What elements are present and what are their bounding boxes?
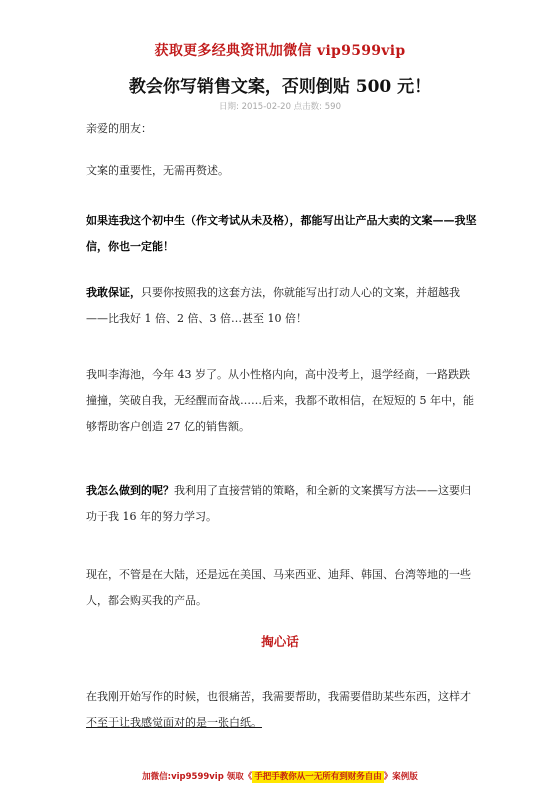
guarantee-paragraph	[86, 280, 478, 332]
closing-text: 在我刚开始写作的时候，也很痛苦，我需要帮助，我需要借助某些东西，这样才	[86, 690, 471, 703]
closing-underlined-text: 不至于让我感觉面对的是一张白纸。	[86, 716, 262, 729]
method-paragraph	[86, 478, 478, 530]
greeting-text: 亲爱的朋友：	[86, 122, 152, 135]
page-title: 教会你写销售文案，否则倒贴 500 元！	[128, 77, 432, 97]
bio-paragraph	[86, 362, 478, 440]
guarantee-text: 只要你按照我的这套方法，你就能写出打动人心的文案，并超越我——比我好 1 倍、2 倍、3 倍…甚至 10 倍！	[86, 286, 460, 325]
customers-text: 现在，不管是在大陆，还是远在美国、马来西亚、迪拜、韩国、台湾等地的一些人，都会购买我的产品。	[86, 568, 471, 607]
article-meta: 日期: 2015-02-20 点击数: 590	[219, 102, 341, 112]
claim-paragraph	[86, 208, 478, 260]
guarantee-bold-text: 我敢保证，	[86, 286, 141, 299]
footer-highlight: 手把手教你从一无所有到财务自由	[254, 772, 382, 782]
intro-paragraph	[86, 158, 478, 184]
intro-text: 文案的重要性，无需再赘述。	[86, 164, 229, 177]
bio-text: 我叫李海池，今年 43 岁了。从小性格内向，高中没考上，退学经商，一路跌跌撞撞，笑破自我，无经醒而奋战……后来，我都不敢相信，在短短的 5 年中，能够帮助客户创造 27 亿的销售额。	[86, 368, 474, 433]
claim-bold-text: 如果连我这个初中生（作文考试从未及格），都能写出让产品大卖的文案——我坚信，你也一定能！	[86, 214, 477, 253]
greeting-paragraph	[86, 116, 478, 142]
method-bold-text: 我怎么做到的呢？	[86, 484, 174, 497]
footer-suffix: 》案例版	[383, 772, 418, 782]
footer-prefix: 加微信:vip9599vip 领取《	[142, 772, 253, 782]
closing-paragraph	[86, 684, 478, 736]
section-heading: 掏心话	[261, 634, 299, 649]
promo-banner-bottom	[0, 770, 560, 782]
method-text: 我利用了直接营销的策略，和全新的文案撰写方法——这要归功于我 16 年的努力学习。	[86, 484, 471, 523]
customers-paragraph	[86, 562, 478, 614]
promo-banner-top: 获取更多经典资讯加微信 vip9599vip	[154, 43, 406, 59]
